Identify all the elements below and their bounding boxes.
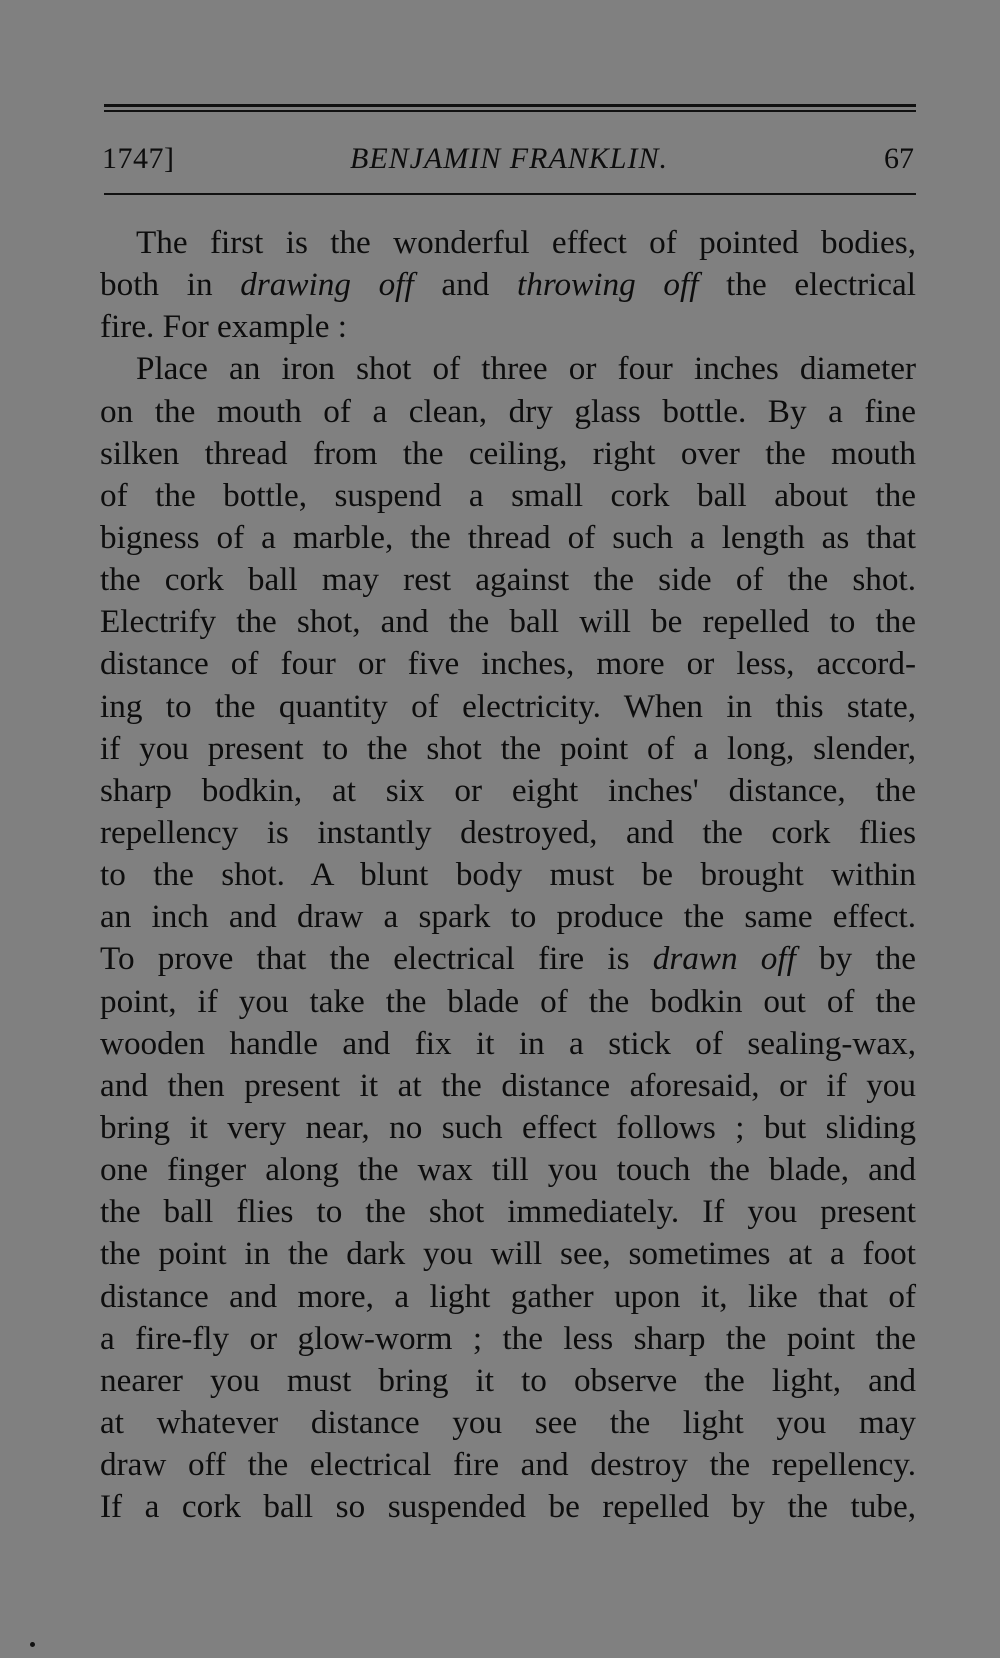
text-line	[100, 306, 916, 348]
text-segment: of the bottle, suspend a small cork ball about the	[100, 476, 916, 514]
text-line	[100, 1444, 916, 1486]
text-line	[100, 1486, 916, 1528]
text-segment: bring it very near, no such effect follows ; but sliding	[100, 1108, 916, 1146]
text-line	[100, 938, 916, 980]
text-line	[100, 475, 916, 517]
text-line	[100, 601, 916, 643]
text-segment: and then present it at the distance aforesaid, or if you	[100, 1066, 916, 1104]
italic-phrase: drawing off	[240, 266, 414, 304]
text-segment: by the	[795, 940, 916, 978]
text-segment: a fire-fly or glow-worm ; the less sharp the point the	[100, 1319, 916, 1357]
text-segment: Place an iron shot of three or four inches diameter	[136, 350, 916, 388]
text-segment: repellency is instantly destroyed, and the cork flies	[100, 813, 916, 851]
text-line	[100, 1023, 916, 1065]
page-number: 67	[884, 142, 914, 175]
text-segment: the cork ball may rest against the side of the shot.	[100, 561, 916, 599]
text-line	[100, 643, 916, 685]
text-segment: one finger along the wax till you touch the blade, and	[100, 1151, 916, 1189]
text-line	[100, 896, 916, 938]
text-line	[100, 1318, 916, 1360]
text-segment: the electrical	[698, 266, 916, 304]
page-speck	[30, 1642, 35, 1647]
text-line	[100, 1402, 916, 1444]
text-segment: To prove that the electrical fire is	[100, 940, 653, 978]
text-line	[100, 1360, 916, 1402]
header-year: 1747]	[102, 142, 175, 175]
text-segment: ing to the quantity of electricity. When in this state,	[100, 687, 916, 725]
text-line	[100, 517, 916, 559]
text-line	[100, 1065, 916, 1107]
text-segment: sharp bodkin, at six or eight inches' distance, the	[100, 771, 916, 809]
text-segment: draw off the electrical fire and destroy the repellency.	[100, 1446, 916, 1484]
text-segment: if you present to the shot the point of a long, slender,	[100, 729, 916, 767]
text-line	[100, 264, 916, 306]
text-line	[100, 812, 916, 854]
text-segment: the ball flies to the shot immediately. If you present	[100, 1193, 916, 1231]
text-line	[100, 854, 916, 896]
text-segment: wooden handle and fix it in a stick of sealing-wax,	[100, 1024, 916, 1062]
text-line	[100, 1107, 916, 1149]
body-text	[100, 222, 916, 1528]
text-segment: silken thread from the ceiling, right over the mouth	[100, 434, 916, 472]
text-line	[100, 770, 916, 812]
header-top-rule	[104, 104, 916, 107]
text-segment: bigness of a marble, the thread of such a length as that	[100, 518, 916, 556]
text-segment: distance and more, a light gather upon it, like that of	[100, 1277, 916, 1315]
text-line	[100, 981, 916, 1023]
text-segment: The first is the wonderful effect of pointed bodies,	[136, 224, 916, 261]
text-segment: to the shot. A blunt body must be brought within	[100, 856, 916, 894]
text-line	[100, 348, 916, 390]
header-bottom-rule	[104, 193, 916, 195]
text-segment: point, if you take the blade of the bodkin out of the	[100, 982, 916, 1020]
text-segment: both in	[100, 266, 241, 304]
header-top-rule-thin	[104, 110, 916, 112]
text-line	[100, 1149, 916, 1191]
text-segment: at whatever distance you see the light you may	[100, 1403, 916, 1441]
text-segment: the point in the dark you will see, sometimes at a foot	[100, 1235, 916, 1273]
text-line	[100, 728, 916, 770]
text-segment: nearer you must bring it to observe the light, and	[100, 1361, 916, 1399]
text-segment: Electrify the shot, and the ball will be repelled to the	[100, 603, 916, 641]
text-segment: an inch and draw a spark to produce the same effect.	[100, 898, 916, 936]
text-segment: fire. For example :	[100, 308, 347, 346]
text-segment: If a cork ball so suspended be repelled by the tube,	[100, 1488, 916, 1526]
text-line	[100, 559, 916, 601]
text-line	[100, 1191, 916, 1233]
text-line	[100, 222, 916, 264]
text-line	[100, 1276, 916, 1318]
text-line	[100, 433, 916, 475]
running-header	[102, 142, 916, 182]
text-segment: and	[413, 266, 518, 304]
text-line	[100, 686, 916, 728]
header-title: BENJAMIN FRANKLIN.	[350, 142, 668, 175]
italic-phrase: throwing off	[517, 266, 699, 304]
text-line	[100, 391, 916, 433]
italic-phrase: drawn off	[652, 940, 796, 978]
text-line	[100, 1233, 916, 1275]
text-segment: distance of four or five inches, more or less, accord-	[100, 645, 916, 683]
text-segment: on the mouth of a clean, dry glass bottle. By a fine	[100, 392, 916, 430]
